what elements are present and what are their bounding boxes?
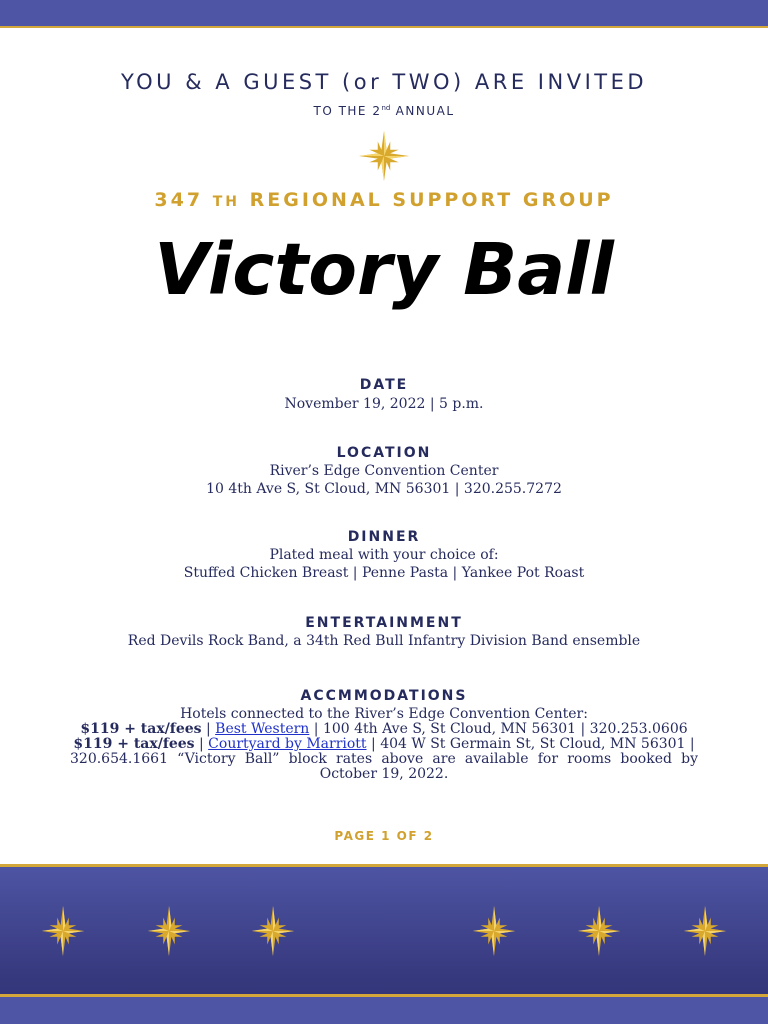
entertainment-heading: ENTERTAINMENT — [305, 615, 463, 631]
annual-ordinal-suffix: nd — [381, 104, 391, 112]
accommodations-details — [70, 722, 698, 782]
group-name — [0, 189, 768, 211]
hotel2-price: $119 + tax/fees — [73, 736, 195, 752]
star-icon — [39, 904, 87, 958]
location-address: 10 4th Ave S, St Cloud, MN 56301 | 320.255.7272 — [206, 481, 562, 497]
location-venue: River’s Edge Convention Center — [269, 463, 499, 479]
date-text: November 19, 2022 | 5 p.m. — [284, 396, 484, 412]
star-icon — [470, 904, 518, 958]
page-indicator: PAGE 1 OF 2 — [334, 829, 434, 843]
block-rates-line: 320.654.1661 “Victory Ball” block rates above are available for rooms booked by — [70, 751, 698, 767]
hotel1-price: $119 + tax/fees — [80, 721, 202, 737]
invitation-heading: YOU & A GUEST (or TWO) ARE INVITED — [120, 70, 648, 94]
group-title: REGIONAL SUPPORT GROUP — [249, 189, 614, 211]
entertainment-text: Red Devils Rock Band, a 34th Red Bull Infantry Division Band ensemble — [127, 633, 641, 649]
accommodations-intro: Hotels connected to the River’s Edge Convention Center: — [180, 706, 588, 722]
top-banner-band — [0, 0, 768, 28]
star-icon — [681, 904, 729, 958]
dinner-heading: DINNER — [347, 529, 421, 545]
event-title: Victory Ball — [154, 228, 614, 311]
bottom-banner-band — [0, 864, 768, 1024]
best-western-link[interactable]: Best Western — [215, 721, 310, 737]
hotel2-details: 404 W St Germain St, St Cloud, MN 56301 | — [380, 736, 695, 752]
annual-prefix: TO THE 2 — [313, 104, 382, 118]
gold-divider-line — [0, 864, 768, 867]
annual-subheading — [0, 104, 768, 118]
star-icon — [575, 904, 623, 958]
location-heading: LOCATION — [336, 445, 432, 461]
hotel1-details: 100 4th Ave S, St Cloud, MN 56301 | 320.253.0606 — [322, 721, 688, 737]
star-icon — [249, 904, 297, 958]
accommodations-heading: ACCMMODATIONS — [300, 688, 468, 704]
hotel-line-1: $119 + tax/fees | Best Western | 100 4th Ave S, St Cloud, MN 56301 | 320.253.0606 — [80, 721, 688, 737]
dinner-intro: Plated meal with your choice of: — [269, 547, 499, 563]
courtyard-marriott-link[interactable]: Courtyard by Marriott — [208, 736, 367, 752]
block-rates-deadline: October 19, 2022. — [319, 766, 449, 782]
annual-suffix: ANNUAL — [390, 104, 455, 118]
bottom-strip — [0, 997, 768, 1024]
star-icon — [145, 904, 193, 958]
group-number: 347 — [154, 189, 204, 211]
hotel-line-2: $119 + tax/fees | Courtyard by Marriott | 404 W St Germain St, St Cloud, MN 56301 | — [73, 736, 695, 752]
dinner-choices: Stuffed Chicken Breast | Penne Pasta | Yankee Pot Roast — [183, 565, 585, 581]
star-icon — [358, 130, 410, 182]
group-number-suffix: TH — [212, 194, 240, 210]
date-heading: DATE — [359, 377, 409, 393]
